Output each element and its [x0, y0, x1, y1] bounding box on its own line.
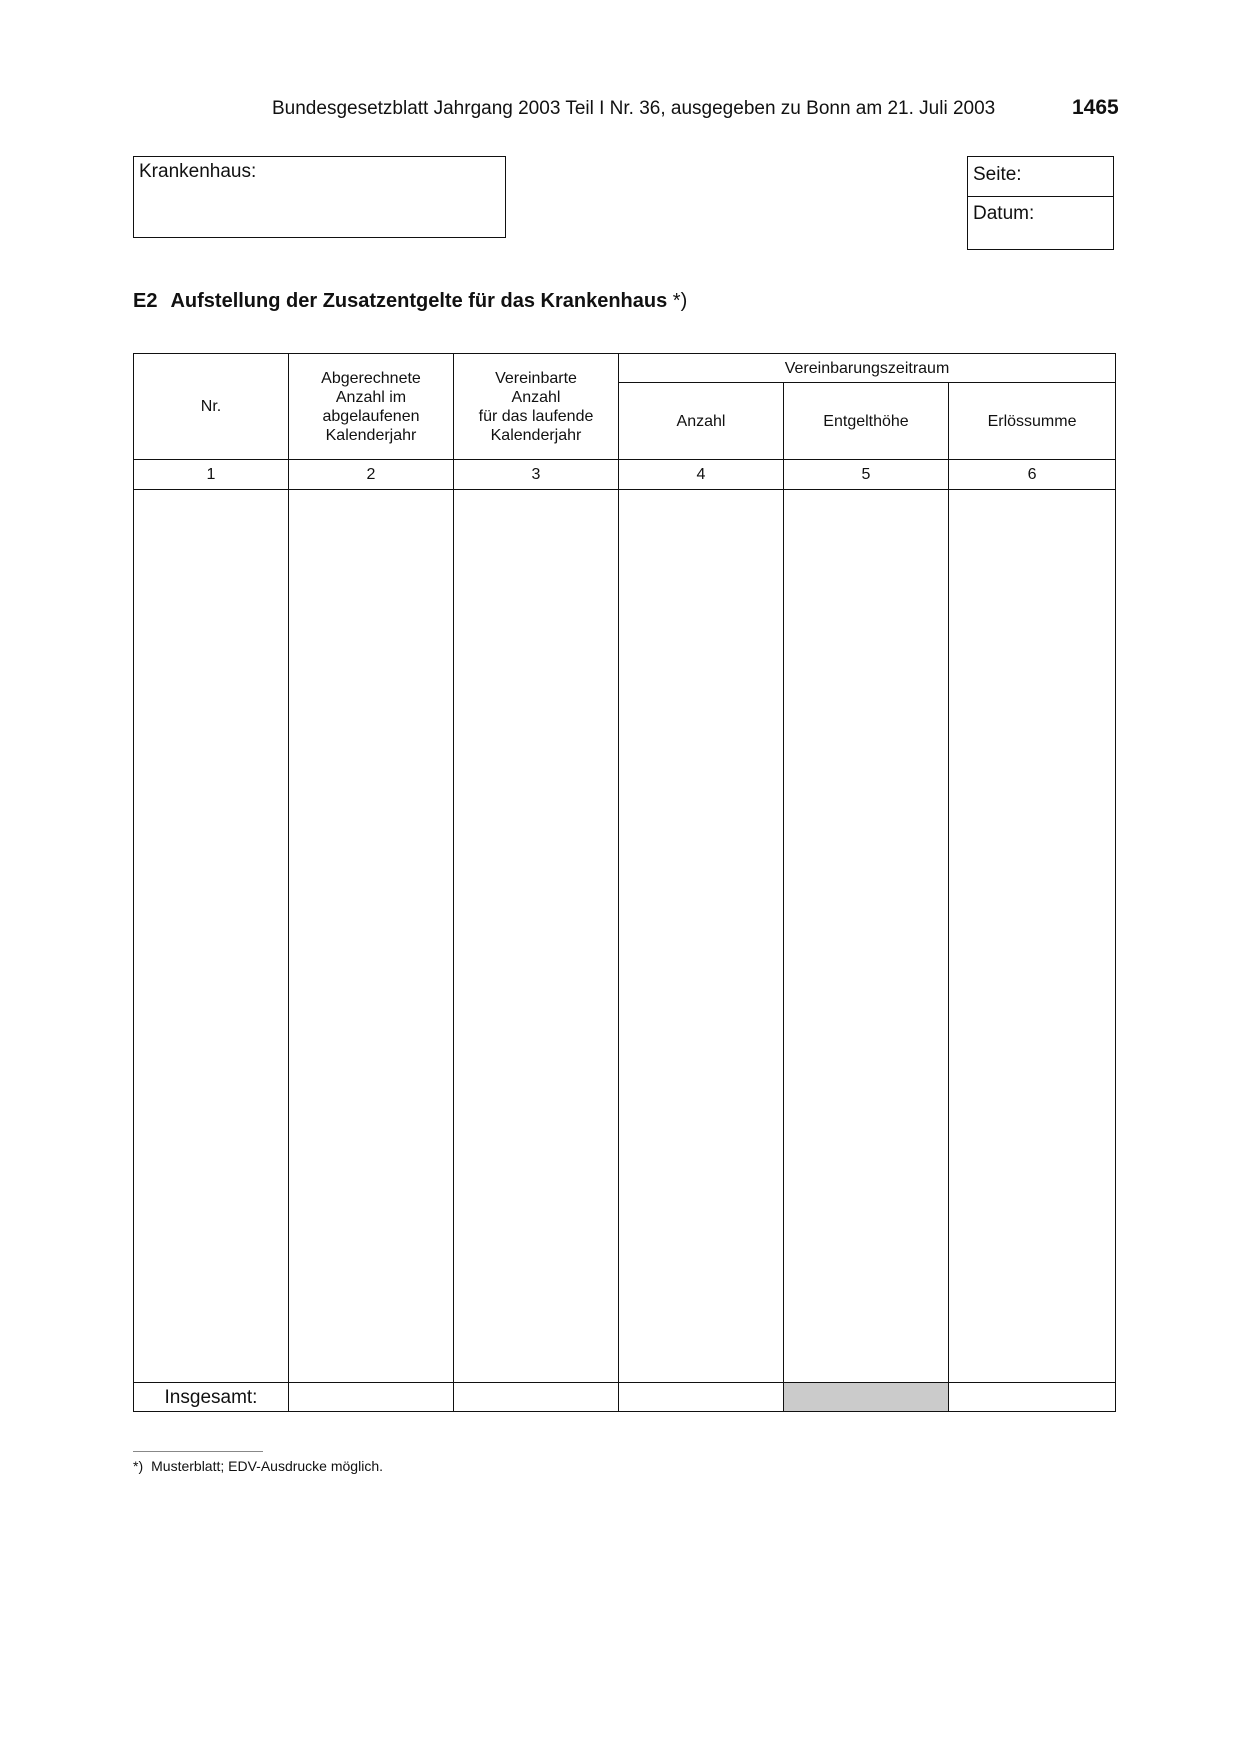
group-header-agreement-period: Vereinbarungszeitraum [619, 354, 1116, 383]
total-label: Insgesamt: [134, 1383, 289, 1412]
page-date-box [967, 156, 1114, 250]
column-header-nr: Nr. [134, 354, 289, 460]
column-header-agreed-count: Vereinbarte Anzahl für das laufende Kalenderjahr [454, 354, 619, 460]
column-number: 1 [134, 460, 289, 490]
entry-cell-nr[interactable] [134, 490, 289, 1383]
total-cell-count[interactable] [619, 1383, 784, 1412]
column-header-count: Anzahl [619, 383, 784, 460]
page-number: 1465 [1072, 96, 1119, 119]
form-code: E2 [133, 290, 158, 312]
column-header-revenue-sum: Erlössumme [949, 383, 1116, 460]
footnote-divider [133, 1451, 263, 1452]
total-row [134, 1383, 1116, 1412]
hospital-label: Krankenhaus: [139, 161, 257, 182]
footnote-mark: *) [133, 1458, 144, 1474]
page-label: Seite: [973, 164, 1022, 185]
column-number: 6 [949, 460, 1116, 490]
column-header-billed-count: Abgerechnete Anzahl im abgelaufenen Kalenderjahr [289, 354, 454, 460]
total-cell-fee-amount-disabled [784, 1383, 949, 1412]
running-header: Bundesgesetzblatt Jahrgang 2003 Teil I Nr. 36, ausgegeben zu Bonn am 21. Juli 2003 [272, 98, 996, 119]
column-number: 4 [619, 460, 784, 490]
hospital-field-box[interactable] [133, 156, 506, 238]
total-cell-agreed-count[interactable] [454, 1383, 619, 1412]
page-field[interactable] [968, 157, 1113, 197]
total-cell-billed-count[interactable] [289, 1383, 454, 1412]
entry-cell-fee-amount[interactable] [784, 490, 949, 1383]
form-title-text: Aufstellung der Zusatzentgelte für das Krankenhaus [170, 290, 668, 312]
column-number: 2 [289, 460, 454, 490]
entry-cell-count[interactable] [619, 490, 784, 1383]
column-number: 3 [454, 460, 619, 490]
surcharge-table [133, 353, 1116, 1412]
form-title [133, 290, 687, 313]
column-number: 5 [784, 460, 949, 490]
footnote [133, 1458, 383, 1474]
date-label: Datum: [973, 203, 1035, 224]
title-footnote-mark: *) [672, 290, 688, 312]
entry-area-row [134, 490, 1116, 1383]
entry-cell-agreed-count[interactable] [454, 490, 619, 1383]
entry-cell-billed-count[interactable] [289, 490, 454, 1383]
date-field[interactable] [968, 197, 1113, 249]
total-cell-revenue-sum[interactable] [949, 1383, 1116, 1412]
entry-cell-revenue-sum[interactable] [949, 490, 1116, 1383]
column-header-fee-amount: Entgelthöhe [784, 383, 949, 460]
footnote-text: Musterblatt; EDV-Ausdrucke möglich. [151, 1458, 383, 1474]
